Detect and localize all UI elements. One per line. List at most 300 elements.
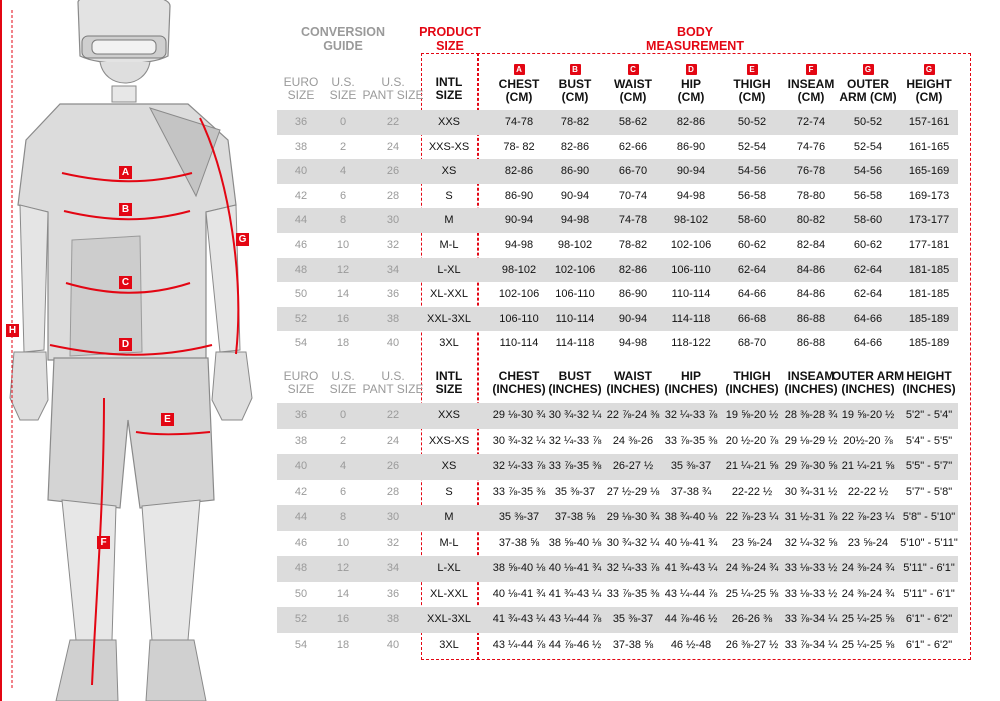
measurement-cell: 33 ⅞-35 ⅜ [606, 587, 660, 600]
measurement-cell: 38 ⅝-40 ⅛ [492, 562, 546, 574]
col-header-label: HEIGHT (INCHES) [902, 369, 956, 396]
measurement-cell: 86-90 [618, 288, 648, 301]
measurement-cell: 76-78 [796, 165, 826, 178]
figure-label-h: H [6, 324, 19, 337]
table-row [277, 159, 958, 184]
table-row [277, 556, 958, 582]
conversion-cell: 46 [294, 239, 308, 251]
table-row [277, 110, 958, 135]
col-header-label: U.S. SIZE [329, 369, 357, 396]
figure-label-f: F [97, 536, 110, 549]
measurement-cell: 29 ⅞-30 ⅝ [784, 460, 838, 472]
measurement-cell: 177-181 [908, 239, 950, 251]
measurement-cell: 35 ⅜-37 [554, 485, 596, 498]
measurement-cell: 66-68 [737, 312, 767, 325]
measurement-cell: 114-118 [555, 337, 595, 350]
measurement-cell: 62-64 [853, 263, 883, 276]
conversion-cell: 16 [336, 613, 350, 625]
intl-size-cell: XXS-XS [428, 434, 470, 447]
measurement-cell: 5'4" - 5'5" [905, 434, 953, 447]
measurement-cell: 19 ⅝-20 ½ [841, 409, 895, 421]
intl-size-cell: XXL-3XL [426, 312, 472, 325]
measurement-cell: 27 ½-29 ⅛ [606, 485, 660, 498]
intl-size-cell: XXS-XS [428, 140, 470, 153]
col-header-label: CHEST (CM) [498, 77, 540, 104]
conversion-cell: 10 [336, 536, 350, 549]
conversion-cell: 50 [294, 587, 308, 600]
measurement-cell: 33 ⅞-35 ⅜ [492, 485, 546, 498]
measurement-cell: 26 ⅜-27 ½ [725, 638, 779, 651]
intl-size-cell: M [444, 214, 454, 227]
measurement-cell: 35 ⅜-37 [612, 613, 654, 625]
measurement-cell: 38 ¾-40 ⅛ [664, 511, 718, 523]
measurement-cell: 94-98 [504, 239, 534, 251]
measurement-cell: 5'10" - 5'11" [900, 536, 958, 549]
measurement-cell: 43 ¼-44 ⅞ [548, 613, 602, 625]
measurement-cell: 86-90 [504, 189, 534, 202]
table-row [277, 429, 958, 455]
measurement-cell: 84-86 [796, 263, 826, 276]
intl-size-cell: L-XL [437, 562, 461, 574]
measurement-cell: 64-66 [853, 337, 883, 350]
intl-size-cell: M [444, 511, 454, 523]
measurement-cell: 80-82 [796, 214, 826, 227]
cm-col-header-11 [891, 62, 967, 104]
cm-table [277, 110, 958, 356]
conversion-cell: 8 [339, 214, 347, 227]
measurement-cell: 37-38 ⅝ [554, 511, 596, 523]
conversion-cell: 40 [386, 337, 400, 350]
measurement-cell: 41 ¾-43 ¼ [492, 613, 546, 625]
measurement-cell: 161-165 [908, 140, 950, 153]
measurement-cell: 33 ⅛-33 ½ [784, 587, 838, 600]
conversion-cell: 50 [294, 288, 308, 301]
measurement-cell: 20½-20 ⅞ [843, 434, 893, 447]
figure-label-c: C [119, 276, 132, 289]
conversion-cell: 2 [339, 140, 347, 153]
table-row [277, 282, 958, 307]
measurement-cell: 181-185 [908, 288, 950, 301]
measurement-cell: 32 ¼-32 ⅝ [784, 536, 838, 549]
conversion-cell: 2 [339, 434, 347, 447]
measurement-cell: 58-60 [853, 214, 883, 227]
intl-size-cell: M-L [439, 536, 459, 549]
conversion-cell: 52 [294, 312, 308, 325]
measurement-cell: 37-38 ⅝ [498, 536, 540, 549]
measurement-cell: 74-78 [618, 214, 648, 227]
table-row [277, 331, 958, 356]
measurement-cell: 26-27 ½ [612, 460, 654, 472]
measurement-cell: 62-64 [737, 263, 767, 276]
table-row [277, 403, 958, 429]
measurement-cell: 62-66 [618, 140, 648, 153]
measure-badge: G [863, 64, 874, 75]
conversion-cell: 46 [294, 536, 308, 549]
measurement-cell: 29 ⅛-29 ½ [784, 434, 838, 447]
measurement-cell: 22 ⅞-23 ¼ [841, 511, 895, 523]
measurement-cell: 6'1" - 6'2" [905, 613, 953, 625]
measurement-cell: 70-74 [618, 189, 648, 202]
body-measurement-heading: BODY MEASUREMENT [646, 25, 744, 53]
measurement-cell: 90-94 [676, 165, 706, 178]
measurement-cell: 102-106 [498, 288, 540, 301]
measurement-cell: 68-70 [737, 337, 767, 350]
measurement-cell: 110-114 [499, 337, 539, 350]
measurement-cell: 5'2" - 5'4" [905, 409, 953, 421]
measurement-cell: 50-52 [737, 116, 767, 128]
measurement-cell: 30 ¾-32 ¼ [606, 536, 660, 549]
table-row [277, 208, 958, 233]
intl-size-cell: XS [441, 460, 457, 472]
conversion-cell: 54 [294, 337, 308, 350]
measurement-cell: 114-118 [671, 312, 711, 325]
measurement-cell: 94-98 [618, 337, 648, 350]
measurement-cell: 33 ⅞-34 ¼ [784, 638, 838, 651]
measurement-cell: 24 ⅜-24 ¾ [841, 562, 895, 574]
intl-size-cell: M-L [439, 239, 459, 251]
measurement-cell: 22-22 ½ [731, 485, 773, 498]
measure-badge: E [747, 64, 758, 75]
table-row [277, 607, 958, 633]
measurement-cell: 22 ⅞-23 ¼ [725, 511, 779, 523]
conversion-cell: 48 [294, 263, 308, 276]
conversion-cell: 28 [386, 485, 400, 498]
col-header-label: U.S. PANT SIZE [362, 369, 424, 396]
measurement-cell: 185-189 [908, 337, 950, 350]
table-row [277, 233, 958, 258]
conversion-guide-heading: CONVERSION GUIDE [300, 25, 386, 53]
measurement-cell: 60-62 [737, 239, 767, 251]
conversion-cell: 44 [294, 214, 308, 227]
in-col-header-3 [411, 370, 487, 396]
conversion-cell: 42 [294, 189, 308, 202]
table-row [277, 582, 958, 608]
conversion-cell: 18 [336, 638, 350, 651]
measurement-cell: 78-82 [618, 239, 648, 251]
measurement-cell: 25 ¼-25 ⅝ [725, 587, 779, 600]
in-col-header-11 [891, 370, 967, 396]
col-header-label: BUST (INCHES) [548, 369, 602, 396]
conversion-cell: 10 [336, 239, 350, 251]
conversion-cell: 22 [386, 409, 400, 421]
measurement-cell: 44 ⅞-46 ½ [548, 638, 602, 651]
col-header-label: INTL SIZE [435, 75, 463, 102]
measurement-cell: 40 ⅛-41 ¾ [492, 587, 546, 600]
measurement-cell: 90-94 [560, 189, 590, 202]
measurement-cell: 86-88 [796, 312, 826, 325]
measurement-cell: 43 ¼-44 ⅞ [664, 587, 718, 600]
conversion-cell: 38 [386, 312, 400, 325]
measurement-cell: 41 ¾-43 ¼ [664, 562, 718, 574]
conversion-cell: 14 [336, 288, 350, 301]
intl-size-cell: XL-XXL [430, 288, 468, 301]
measurement-cell: 50-52 [853, 116, 883, 128]
conversion-cell: 26 [386, 460, 400, 472]
measurement-cell: 82-86 [560, 140, 590, 153]
measurement-cell: 58-62 [618, 116, 648, 128]
measurement-cell: 86-90 [560, 165, 590, 178]
measurement-cell: 110-114 [555, 312, 595, 325]
measurement-cell: 43 ¼-44 ⅞ [492, 638, 546, 651]
conversion-cell: 12 [336, 562, 350, 574]
col-header-label: CHEST (INCHES) [492, 369, 546, 396]
col-header-label: THIGH (CM) [733, 77, 771, 104]
col-header-label: EURO SIZE [283, 369, 319, 396]
measure-badge: G [924, 64, 935, 75]
conversion-cell: 34 [386, 263, 400, 276]
figure-label-e: E [161, 413, 174, 426]
col-header-label: THIGH (INCHES) [725, 369, 779, 396]
measurement-cell: 54-56 [737, 165, 767, 178]
conversion-cell: 28 [386, 189, 400, 202]
measurement-cell: 64-66 [737, 288, 767, 301]
conversion-cell: 6 [339, 189, 347, 202]
measurement-cell: 82-86 [504, 165, 534, 178]
table-row [277, 184, 958, 209]
measurement-cell: 40 ⅛-41 ¾ [548, 562, 602, 574]
intl-size-cell: XXS [437, 409, 460, 421]
measurement-cell: 102-106 [554, 263, 596, 276]
measurement-cell: 82-86 [618, 263, 648, 276]
measurement-cell: 169-173 [908, 189, 950, 202]
col-header-label: INTL SIZE [435, 369, 463, 396]
col-header-label: OUTER ARM (CM) [839, 77, 897, 104]
conversion-cell: 30 [386, 214, 400, 227]
measurement-cell: 33 ⅞-35 ⅜ [664, 434, 718, 447]
measurement-cell: 64-66 [853, 312, 883, 325]
inch-table [277, 403, 958, 659]
measurement-cell: 84-86 [796, 288, 826, 301]
col-header-label: OUTER ARM (INCHES) [831, 369, 905, 396]
measurement-cell: 33 ⅞-34 ¼ [784, 613, 838, 625]
measurement-cell: 5'7" - 5'8" [905, 485, 953, 498]
conversion-cell: 26 [386, 165, 400, 178]
table-row [277, 135, 958, 160]
measurement-cell: 98-102 [557, 239, 593, 251]
measurement-cell: 32 ¼-33 ⅞ [664, 409, 718, 421]
intl-size-cell: S [445, 485, 453, 498]
measurement-cell: 82-84 [796, 239, 826, 251]
measurement-cell: 82-86 [676, 116, 706, 128]
measurement-cell: 157-161 [908, 116, 950, 128]
measurement-cell: 24 ⅜-24 ¾ [725, 562, 779, 574]
measurement-cell: 24 ⅜-24 ¾ [841, 587, 895, 600]
col-header-label: INSEAM (INCHES) [784, 369, 838, 396]
col-header-label: HIP (INCHES) [664, 369, 718, 396]
measurement-cell: 54-56 [853, 165, 883, 178]
conversion-cell: 14 [336, 587, 350, 600]
conversion-cell: 40 [294, 165, 308, 178]
measurement-cell: 106-110 [671, 263, 711, 276]
measurement-cell: 32 ¼-33 ⅞ [606, 562, 660, 574]
measurement-cell: 72-74 [796, 116, 826, 128]
measurement-cell: 181-185 [908, 263, 950, 276]
measurement-cell: 78-82 [560, 116, 590, 128]
measurement-cell: 66-70 [618, 165, 648, 178]
conversion-cell: 34 [386, 562, 400, 574]
table-row [277, 531, 958, 557]
col-header-label: BUST (CM) [558, 77, 592, 104]
col-header-label: WAIST (CM) [614, 77, 652, 104]
measurement-cell: 31 ½-31 ⅞ [784, 511, 838, 523]
conversion-cell: 30 [386, 511, 400, 523]
cm-col-header-3 [411, 76, 487, 102]
col-header-label: HEIGHT (CM) [906, 77, 952, 104]
measurement-cell: 185-189 [908, 312, 950, 325]
measurement-cell: 25 ¼-25 ⅝ [841, 613, 895, 625]
measurement-cell: 28 ⅜-28 ¾ [784, 409, 838, 421]
col-header-label: WAIST (INCHES) [606, 369, 660, 396]
measurement-cell: 32 ¼-33 ⅞ [548, 434, 602, 447]
intl-size-cell: 3XL [439, 638, 459, 651]
measurement-cell: 24 ⅜-26 [612, 434, 654, 447]
measure-badge: B [570, 64, 581, 75]
measurement-cell: 37-38 ⅝ [612, 638, 654, 651]
conversion-cell: 4 [339, 460, 347, 472]
intl-size-cell: XXL-3XL [426, 613, 472, 625]
measurement-cell: 35 ⅜-37 [670, 460, 712, 472]
conversion-cell: 22 [386, 116, 400, 128]
measurement-cell: 5'5" - 5'7" [905, 460, 953, 472]
measurement-cell: 44 ⅞-46 ½ [664, 613, 718, 625]
measurement-cell: 22-22 ½ [847, 485, 889, 498]
measurement-cell: 5'11" - 6'1" [903, 562, 955, 574]
measurement-cell: 41 ¾-43 ¼ [548, 587, 602, 600]
measurement-cell: 86-90 [676, 140, 706, 153]
measurement-cell: 165-169 [908, 165, 950, 178]
measurement-cell: 29 ⅛-30 ¾ [492, 409, 546, 421]
conversion-cell: 44 [294, 511, 308, 523]
measurement-cell: 118-122 [671, 337, 711, 350]
conversion-cell: 24 [386, 140, 400, 153]
measurement-cell: 52-54 [737, 140, 767, 153]
measurement-cell: 37-38 ¾ [670, 485, 712, 498]
measurement-cell: 32 ¼-33 ⅞ [492, 460, 546, 472]
col-header-label: U.S. PANT SIZE [362, 75, 424, 102]
conversion-cell: 38 [294, 434, 308, 447]
measurement-cell: 23 ⅝-24 [847, 536, 889, 549]
table-row [277, 307, 958, 332]
conversion-cell: 0 [339, 409, 347, 421]
measurement-cell: 30 ¾-32 ¼ [492, 434, 546, 447]
figure-label-a: A [119, 166, 132, 179]
measure-badge: C [628, 64, 639, 75]
conversion-cell: 0 [339, 116, 347, 128]
measurement-cell: 90-94 [504, 214, 534, 227]
measurement-cell: 78-80 [796, 189, 826, 202]
conversion-cell: 38 [294, 140, 308, 153]
product-size-heading: PRODUCT SIZE [419, 25, 481, 53]
figure-label-g: G [236, 233, 249, 246]
conversion-cell: 40 [294, 460, 308, 472]
measurement-cell: 52-54 [853, 140, 883, 153]
measurement-cell: 56-58 [737, 189, 767, 202]
measurement-cell: 94-98 [676, 189, 706, 202]
col-header-label: U.S. SIZE [329, 75, 357, 102]
conversion-cell: 52 [294, 613, 308, 625]
measurement-cell: 106-110 [499, 312, 539, 325]
measurement-cell: 56-58 [853, 189, 883, 202]
conversion-cell: 32 [386, 536, 400, 549]
measurement-cell: 46 ½-48 [670, 638, 712, 651]
figure-label-d: D [119, 338, 132, 351]
table-row [277, 505, 958, 531]
measurement-cell: 30 ¾-32 ¼ [548, 409, 602, 421]
measurement-cell: 74-76 [796, 140, 826, 153]
conversion-cell: 40 [386, 638, 400, 651]
intl-size-cell: XS [441, 165, 457, 178]
col-header-label: HIP (CM) [677, 77, 705, 104]
measurement-cell: 33 ⅞-35 ⅜ [548, 460, 602, 472]
conversion-cell: 4 [339, 165, 347, 178]
conversion-cell: 36 [386, 587, 400, 600]
measurement-cell: 173-177 [908, 214, 950, 227]
measurement-cell: 38 ⅝-40 ⅛ [548, 536, 602, 549]
intl-size-cell: XXS [437, 116, 460, 128]
table-row [277, 258, 958, 283]
measurement-cell: 29 ⅛-30 ¾ [606, 511, 660, 523]
conversion-cell: 36 [294, 409, 308, 421]
measurement-cell: 19 ⅝-20 ½ [725, 409, 779, 421]
measurement-cell: 20 ½-20 ⅞ [725, 434, 779, 447]
conversion-cell: 54 [294, 638, 308, 651]
conversion-cell: 36 [386, 288, 400, 301]
measurement-cell: 21 ¼-21 ⅝ [841, 460, 895, 472]
table-row [277, 480, 958, 506]
intl-size-cell: XL-XXL [430, 587, 468, 600]
measurement-cell: 58-60 [737, 214, 767, 227]
conversion-cell: 8 [339, 511, 347, 523]
conversion-cell: 18 [336, 337, 350, 350]
measurement-cell: 26-26 ⅜ [731, 613, 773, 625]
measurement-cell: 5'11" - 6'1" [903, 587, 955, 600]
intl-size-cell: S [445, 189, 453, 202]
conversion-cell: 42 [294, 485, 308, 498]
conversion-cell: 38 [386, 613, 400, 625]
measurement-cell: 86-88 [796, 337, 826, 350]
measurement-cell: 30 ¾-31 ½ [784, 485, 838, 498]
table-row [277, 454, 958, 480]
measurement-cell: 23 ⅝-24 [731, 536, 773, 549]
measurement-cell: 106-110 [555, 288, 595, 301]
table-row [277, 633, 958, 659]
intl-size-cell: 3XL [439, 337, 459, 350]
measurement-cell: 25 ¼-25 ⅝ [841, 638, 895, 651]
measurement-cell: 110-114 [671, 288, 711, 301]
measurement-cell: 98-102 [501, 263, 537, 276]
conversion-cell: 36 [294, 116, 308, 128]
conversion-cell: 48 [294, 562, 308, 574]
col-header-label: INSEAM (CM) [787, 77, 835, 104]
col-header-label: EURO SIZE [283, 75, 319, 102]
measure-badge: F [806, 64, 817, 75]
measurement-cell: 78- 82 [503, 140, 535, 153]
measurement-cell: 102-106 [670, 239, 712, 251]
measurement-cell: 98-102 [673, 214, 709, 227]
measurement-cell: 74-78 [504, 116, 534, 128]
measurement-cell: 5'8" - 5'10" [902, 511, 956, 523]
conversion-cell: 12 [336, 263, 350, 276]
measurement-cell: 94-98 [560, 214, 590, 227]
intl-size-cell: L-XL [437, 263, 461, 276]
measure-badge: D [686, 64, 697, 75]
conversion-cell: 16 [336, 312, 350, 325]
measurement-cell: 33 ⅛-33 ½ [784, 562, 838, 574]
measure-badge: A [514, 64, 525, 75]
figure-label-b: B [119, 203, 132, 216]
measurement-cell: 40 ⅛-41 ¾ [664, 536, 718, 549]
conversion-cell: 32 [386, 239, 400, 251]
